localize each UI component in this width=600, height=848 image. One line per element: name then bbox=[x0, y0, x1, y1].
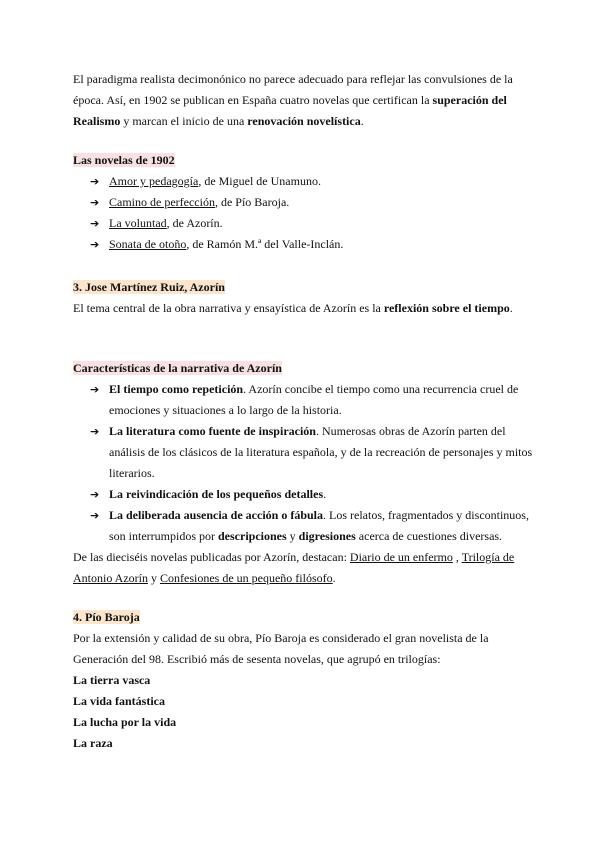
list-item: ➔ El tiempo como repetición. Azorín concibe el tiempo como una recurrencia cruel de emociones y situaciones a lo largo de la historia. bbox=[73, 379, 533, 421]
list-item: ➔ La reivindicación de los pequeños detalles. bbox=[73, 484, 533, 505]
caracteristicas-list bbox=[73, 379, 533, 547]
azorin-paragraph: El tema central de la obra narrativa y ensayística de Azorín es la reflexión sobre el tiempo. bbox=[73, 301, 513, 315]
list-item: ➔ La deliberada ausencia de acción o fábula. Los relatos, fragmentados y discontinuos, son interrumpidos por descripciones y digresiones acerca de cuestiones diversas. bbox=[73, 505, 533, 547]
arrow-icon: ➔ bbox=[90, 425, 100, 438]
arrow-icon: ➔ bbox=[90, 217, 100, 230]
heading-novelas-1902: Las novelas de 1902 bbox=[73, 153, 175, 167]
trilogy-item: La vida fantástica bbox=[73, 694, 166, 708]
document-content bbox=[73, 69, 533, 754]
list-item: ➔ La literatura como fuente de inspiración. Numerosas obras de Azorín parten del análisis de los clásicos de la literatura española, y de la recreación de personajes y mitos literarios. bbox=[73, 421, 533, 484]
trilogy-item: La tierra vasca bbox=[73, 673, 151, 687]
heading-baroja: 4. Pío Baroja bbox=[73, 610, 140, 624]
azorin-novels-paragraph: De las dieciséis novelas publicadas por Azorín, destacan: Diario de un enfermo , Trilogía de Antonio Azorín y Confesiones de un pequeño filósofo. bbox=[73, 550, 515, 585]
intro-paragraph: El paradigma realista decimonónico no parece adecuado para reflejar las convulsiones de la época. Así, en 1902 se publican en España cuatro novelas que certifican la superación del Realismo y marcan el inicio de una renovación novelística. bbox=[73, 72, 513, 128]
section-heading-baroja bbox=[73, 607, 533, 628]
list-item: ➔ Sonata de otoño, de Ramón M.ª del Valle-Inclán. bbox=[73, 234, 533, 255]
list-item: ➔ Amor y pedagogía, de Miguel de Unamuno. bbox=[73, 171, 533, 192]
section-heading-1902 bbox=[73, 150, 533, 171]
arrow-icon: ➔ bbox=[90, 488, 100, 501]
list-item: ➔ La voluntad, de Azorín. bbox=[73, 213, 533, 234]
arrow-icon: ➔ bbox=[90, 175, 100, 188]
arrow-icon: ➔ bbox=[90, 238, 100, 251]
arrow-icon: ➔ bbox=[90, 509, 100, 522]
heading-azorin: 3. Jose Martínez Ruiz, Azorín bbox=[73, 280, 225, 294]
section-heading-caracteristicas bbox=[73, 358, 533, 379]
trilogy-item: La lucha por la vida bbox=[73, 715, 177, 729]
baroja-paragraph: Por la extensión y calidad de su obra, Pío Baroja es considerado el gran novelista de la Generación del 98. Escribió más de sesenta novelas, que agrupó en trilogías: bbox=[73, 631, 489, 666]
novels-1902-list bbox=[73, 171, 533, 255]
arrow-icon: ➔ bbox=[90, 196, 100, 209]
heading-caracteristicas: Características de la narrativa de Azorín bbox=[73, 361, 282, 375]
arrow-icon: ➔ bbox=[90, 383, 100, 396]
list-item: ➔ Camino de perfección, de Pío Baroja. bbox=[73, 192, 533, 213]
trilogy-item: La raza bbox=[73, 736, 113, 750]
section-heading-azorin bbox=[73, 277, 533, 298]
